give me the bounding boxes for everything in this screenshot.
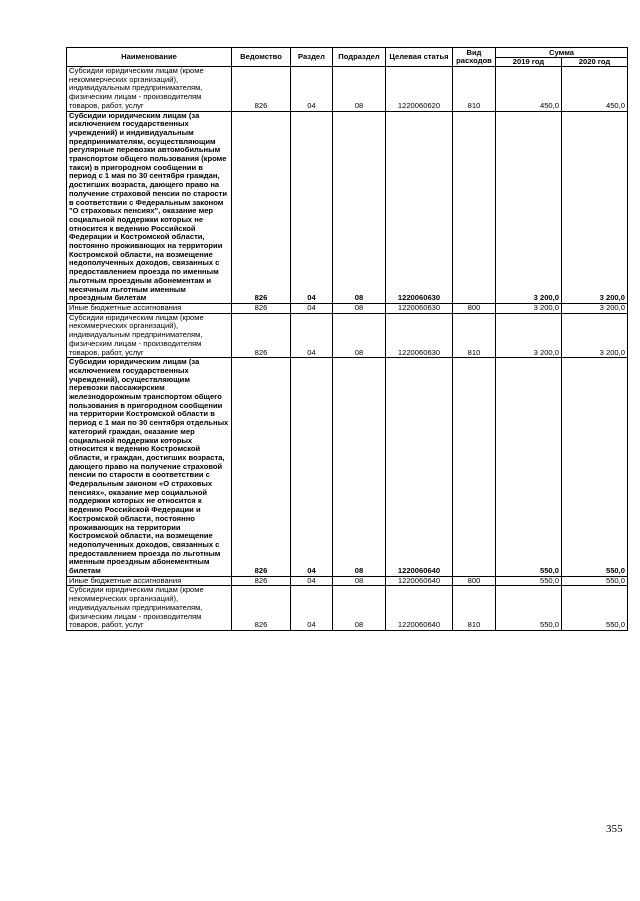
row-vedomstvo: 826 bbox=[232, 111, 291, 303]
header-year-2020: 2020 год bbox=[562, 58, 628, 67]
row-podrazdel: 08 bbox=[333, 111, 386, 303]
budget-table-page bbox=[66, 47, 628, 631]
row-target-article: 1220060630 bbox=[386, 111, 453, 303]
row-target-article: 1220060630 bbox=[386, 303, 453, 313]
budget-table bbox=[66, 47, 628, 631]
header-year-2019: 2019 год bbox=[496, 58, 562, 67]
row-razdel: 04 bbox=[291, 358, 333, 577]
row-target-article: 1220060640 bbox=[386, 586, 453, 631]
row-vedomstvo: 826 bbox=[232, 303, 291, 313]
table-row bbox=[67, 67, 628, 112]
header-expense-type: Вид расходов bbox=[453, 48, 496, 67]
row-sum-2019: 3 200,0 bbox=[496, 111, 562, 303]
table-row bbox=[67, 358, 628, 577]
row-sum-2019: 550,0 bbox=[496, 586, 562, 631]
row-podrazdel: 08 bbox=[333, 358, 386, 577]
row-sum-2019: 550,0 bbox=[496, 576, 562, 586]
row-expense-type: 810 bbox=[453, 586, 496, 631]
table-row bbox=[67, 303, 628, 313]
row-vedomstvo: 826 bbox=[232, 313, 291, 358]
row-podrazdel: 08 bbox=[333, 576, 386, 586]
row-podrazdel: 08 bbox=[333, 586, 386, 631]
header-sum: Сумма bbox=[496, 48, 628, 58]
row-sum-2020: 550,0 bbox=[562, 358, 628, 577]
row-expense-type bbox=[453, 358, 496, 577]
row-sum-2020: 3 200,0 bbox=[562, 303, 628, 313]
row-expense-type: 810 bbox=[453, 67, 496, 112]
row-podrazdel: 08 bbox=[333, 67, 386, 112]
row-expense-type: 810 bbox=[453, 313, 496, 358]
header-podrazdel: Подраздел bbox=[333, 48, 386, 67]
table-row bbox=[67, 111, 628, 303]
row-sum-2019: 450,0 bbox=[496, 67, 562, 112]
row-razdel: 04 bbox=[291, 586, 333, 631]
table-row bbox=[67, 586, 628, 631]
row-target-article: 1220060620 bbox=[386, 67, 453, 112]
header-vedomstvo: Ведомство bbox=[232, 48, 291, 67]
row-sum-2020: 550,0 bbox=[562, 586, 628, 631]
row-name: Субсидии юридическим лицам (за исключением государственных учреждений) и индивидуальным предпринимателям, осуществляющим регулярные перевозки автомобильным транспортом общего пользования (кроме такси) в пригородном сообщении в период с 1 мая по 30 сентября граждан, достигших возраста, дающего право на получение страховой пенсии по старости в соответствии с Федеральным законом "О страховых пенсиях", оказание мер социальной поддержки которых не относится к ведению Российской Федерации и Костромской области, постоянно проживающих на территории Костромской области, на возмещение недополученных доходов, связанных с предоставлением проезда по именным льготным проездным абонементам и месячным льготным именным проездным билетам bbox=[67, 111, 232, 303]
row-vedomstvo: 826 bbox=[232, 576, 291, 586]
row-sum-2020: 450,0 bbox=[562, 67, 628, 112]
row-target-article: 1220060640 bbox=[386, 576, 453, 586]
row-expense-type: 800 bbox=[453, 576, 496, 586]
row-razdel: 04 bbox=[291, 303, 333, 313]
table-header bbox=[67, 48, 628, 67]
row-razdel: 04 bbox=[291, 111, 333, 303]
table-row bbox=[67, 576, 628, 586]
table-row bbox=[67, 313, 628, 358]
row-target-article: 1220060640 bbox=[386, 358, 453, 577]
row-sum-2019: 550,0 bbox=[496, 358, 562, 577]
row-sum-2019: 3 200,0 bbox=[496, 313, 562, 358]
row-name: Субсидии юридическим лицам (кроме некоммерческих организаций), индивидуальным предпринимателям, физическим лицам - производителям товаров, работ, услуг bbox=[67, 586, 232, 631]
table-body bbox=[67, 67, 628, 631]
row-name: Субсидии юридическим лицам (за исключением государственных учреждений), осуществляющим перевозки пассажирским железнодорожным транспортом общего пользования в пригородном сообщении на территории Костромской области в период с 1 мая по 30 сентября отдельных категорий граждан, оказание мер социальной поддержки которых относится к ведению Костромской области, и граждан, достигших возраста, дающего право на получение страховой пенсии по старости в соответствии с Федеральным законом «О страховых пенсиях», оказание мер социальной поддержки которых не относится к ведению Российской Федерации и Костромской области, постоянно проживающих на территории Костромской области, на возмещение недополученных доходов, связанных с предоставлением проезда по льготным именным проездным абонементным билетам bbox=[67, 358, 232, 577]
row-name: Субсидии юридическим лицам (кроме некоммерческих организаций), индивидуальным предпринимателям, физическим лицам - производителям товаров, работ, услуг bbox=[67, 67, 232, 112]
row-sum-2020: 3 200,0 bbox=[562, 111, 628, 303]
row-vedomstvo: 826 bbox=[232, 586, 291, 631]
header-name: Наименование bbox=[67, 48, 232, 67]
header-target-article: Целевая статья bbox=[386, 48, 453, 67]
row-podrazdel: 08 bbox=[333, 303, 386, 313]
row-podrazdel: 08 bbox=[333, 313, 386, 358]
header-razdel: Раздел bbox=[291, 48, 333, 67]
row-sum-2019: 3 200,0 bbox=[496, 303, 562, 313]
row-name: Субсидии юридическим лицам (кроме некоммерческих организаций), индивидуальным предпринимателям, физическим лицам - производителям товаров, работ, услуг bbox=[67, 313, 232, 358]
row-sum-2020: 550,0 bbox=[562, 576, 628, 586]
row-name: Иные бюджетные ассигнования bbox=[67, 303, 232, 313]
row-target-article: 1220060630 bbox=[386, 313, 453, 358]
row-razdel: 04 bbox=[291, 313, 333, 358]
row-name: Иные бюджетные ассигнования bbox=[67, 576, 232, 586]
row-razdel: 04 bbox=[291, 67, 333, 112]
row-expense-type: 800 bbox=[453, 303, 496, 313]
row-vedomstvo: 826 bbox=[232, 67, 291, 112]
row-sum-2020: 3 200,0 bbox=[562, 313, 628, 358]
row-razdel: 04 bbox=[291, 576, 333, 586]
row-expense-type bbox=[453, 111, 496, 303]
row-vedomstvo: 826 bbox=[232, 358, 291, 577]
page-number: 355 bbox=[606, 823, 623, 835]
